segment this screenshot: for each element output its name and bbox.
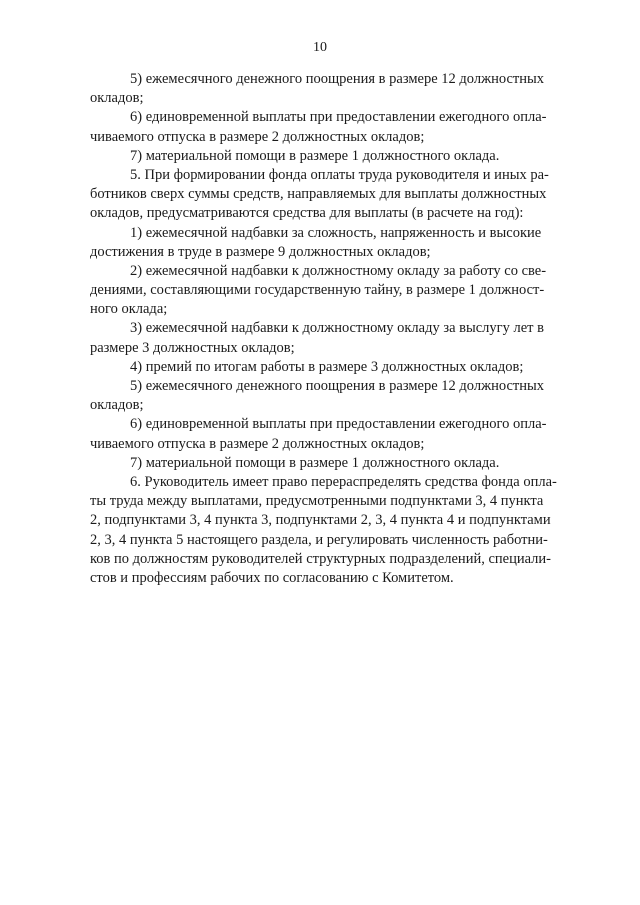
text-line: 7) материальной помощи в размере 1 должностного оклада. [130,147,500,164]
text-line: ков по должностям руководителей структурных подразделений, специали- [90,550,551,567]
text-line: окладов, предусматриваются средства для выплаты (в расчете на год): [90,205,524,222]
text-line: 2, 3, 4 пункта 5 настоящего раздела, и регулировать численность работни- [90,531,548,548]
text-line: 3) ежемесячной надбавки к должностному окладу за выслугу лет в [130,320,544,337]
text-line: окладов; [90,397,144,414]
text-line: ботников сверх суммы средств, направляемых для выплаты должностных [90,186,547,203]
text-line: ного оклада; [90,301,168,318]
text-line: 5) ежемесячного денежного поощрения в размере 12 должностных [130,378,544,394]
text-line: ты труда между выплатами, предусмотренными подпунктами 3, 4 пункта [90,493,544,510]
text-line: 5. При формировании фонда оплаты труда руководителя и иных ра- [130,166,549,183]
text-line: 4) премий по итогам работы в размере 3 должностных окладов; [130,358,524,375]
text-line: чиваемого отпуска в размере 2 должностных окладов; [90,128,425,145]
text-line: окладов; [90,90,144,107]
text-line: 2, подпунктами 3, 4 пункта 3, подпунктами 2, 3, 4 пункта 4 и подпунктами [90,512,551,529]
text-line: дениями, составляющими государственную тайну, в размере 1 должност- [90,282,545,299]
text-line: 6) единовременной выплаты при предоставлении ежегодного опла- [130,109,547,126]
text-line: 2) ежемесячной надбавки к должностному окладу за работу со све- [130,262,547,279]
text-line: 1) ежемесячной надбавки за сложность, напряженность и высокие [130,224,542,241]
text-line: чиваемого отпуска в размере 2 должностных окладов; [90,435,425,452]
page-number: 10 [313,40,327,55]
text-line: 6. Руководитель имеет право перераспределять средства фонда опла- [130,473,557,490]
document-body [90,70,575,588]
text-line: 7) материальной помощи в размере 1 должностного оклада. [130,454,500,471]
text-line: размере 3 должностных окладов; [90,339,295,356]
text-line: стов и профессиям рабочих по согласованию с Комитетом. [90,569,454,586]
text-line: 5) ежемесячного денежного поощрения в размере 12 должностных [130,71,544,87]
text-line: достижения в труде в размере 9 должностных окладов; [90,243,431,260]
text-line: 6) единовременной выплаты при предоставлении ежегодного опла- [130,416,547,433]
